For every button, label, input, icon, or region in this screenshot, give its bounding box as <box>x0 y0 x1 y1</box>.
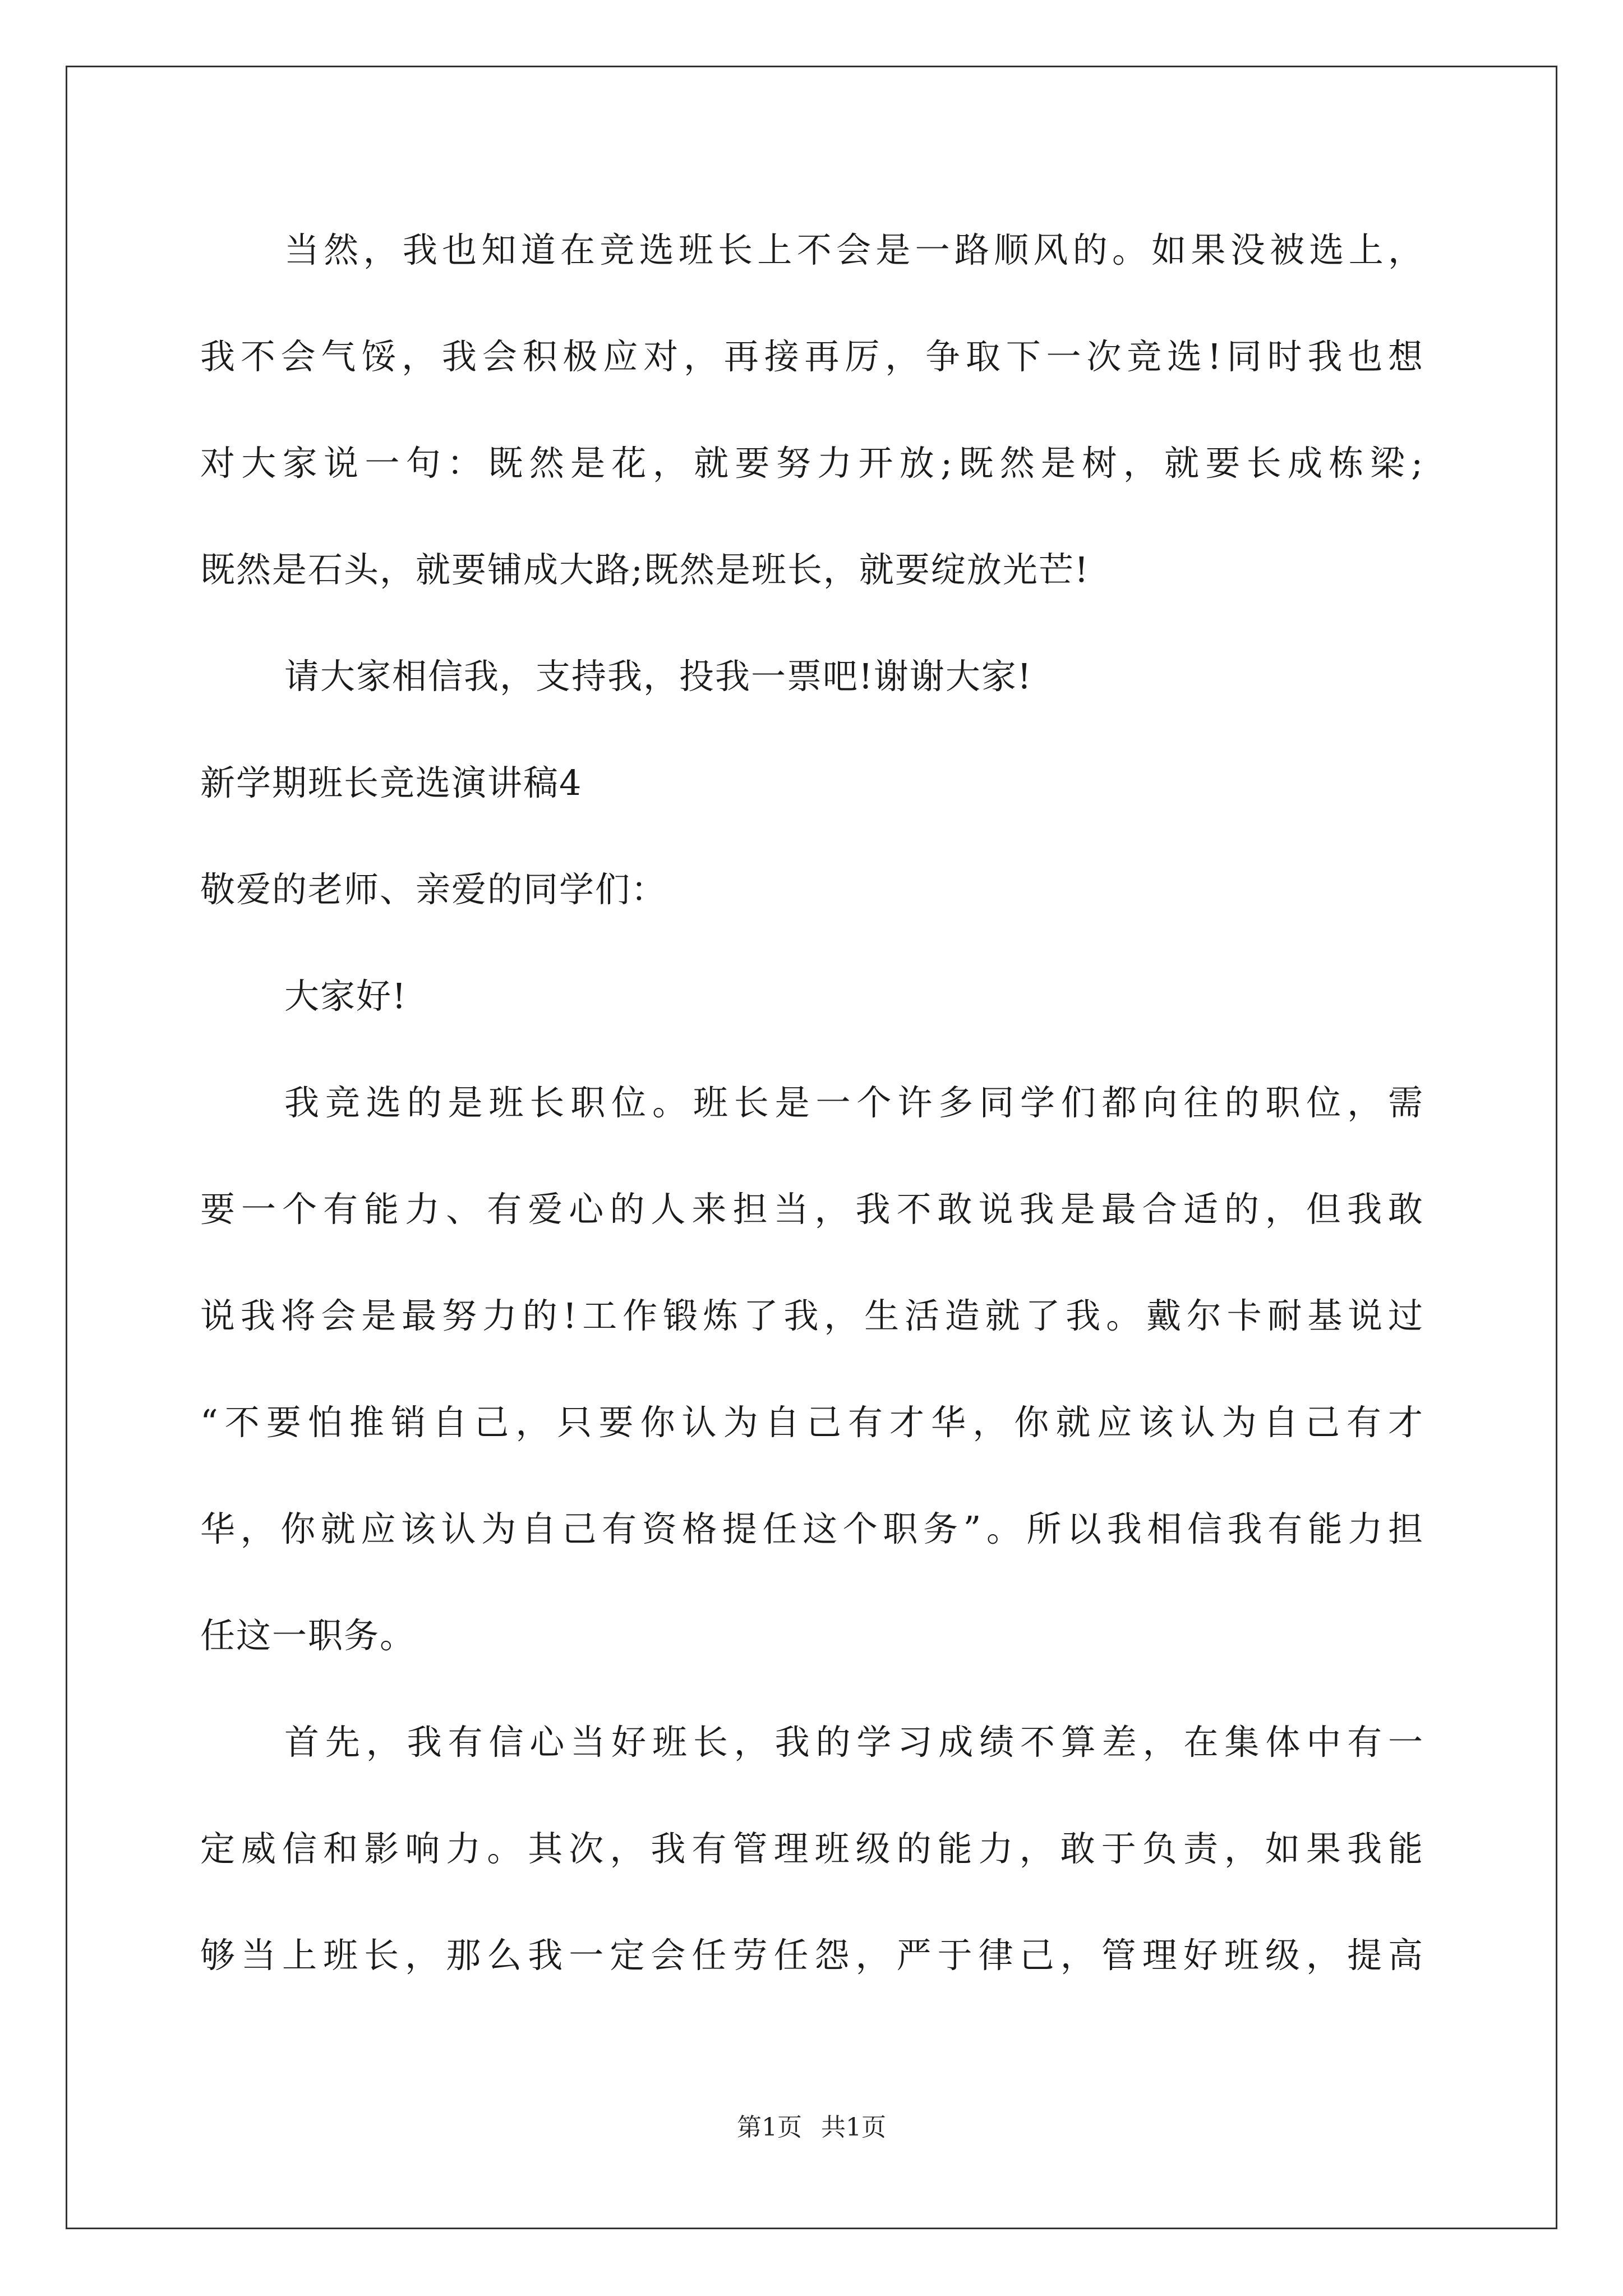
text-line: 对大家说一句：既然是花，就要努力开放;既然是树，就要长成栋梁; <box>200 443 1423 484</box>
text-line: 说我将会是最努力的!工作锻炼了我，生活造就了我。戴尔卡耐基说过 <box>200 1295 1423 1336</box>
page-border <box>66 66 1557 2229</box>
text-line: 定威信和影响力。其次，我有管理班级的能力，敢于负责，如果我能 <box>200 1828 1423 1869</box>
page-total: 共1页 <box>821 2113 886 2142</box>
page-number: 第1页 <box>737 2113 802 2142</box>
text-line: 我竞选的是班长职位。班长是一个许多同学们都向往的职位，需 <box>284 1082 1423 1123</box>
salutation: 敬爱的老师、亲爱的同学们： <box>200 869 667 910</box>
text-line: 既然是石头，就要铺成大路;既然是班长，就要绽放光芒! <box>200 549 1090 590</box>
text-line: 当然，我也知道在竞选班长上不会是一路顺风的。如果没被选上， <box>284 229 1423 270</box>
greeting: 大家好! <box>284 976 407 1016</box>
section-title: 新学期班长竞选演讲稿4 <box>200 762 583 803</box>
text-line: “不要怕推销自己，只要你认为自己有才华，你就应该认为自己有才 <box>200 1402 1423 1443</box>
text-line: 要一个有能力、有爱心的人来担当，我不敢说我是最合适的，但我敢 <box>200 1189 1423 1230</box>
text-line: 华，你就应该认为自己有资格提任这个职务”。所以我相信我有能力担 <box>200 1508 1423 1549</box>
text-line: 请大家相信我，支持我，投我一票吧!谢谢大家! <box>284 656 1032 697</box>
text-line: 够当上班长，那么我一定会任劳任怨，严于律己，管理好班级，提高 <box>200 1935 1423 1976</box>
text-line: 任这一职务。 <box>200 1615 416 1656</box>
text-line: 首先，我有信心当好班长，我的学习成绩不算差，在集体中有一 <box>284 1722 1423 1763</box>
page-footer <box>0 2112 1623 2143</box>
text-line: 我不会气馁，我会积极应对，再接再厉，争取下一次竞选!同时我也想 <box>200 336 1423 377</box>
